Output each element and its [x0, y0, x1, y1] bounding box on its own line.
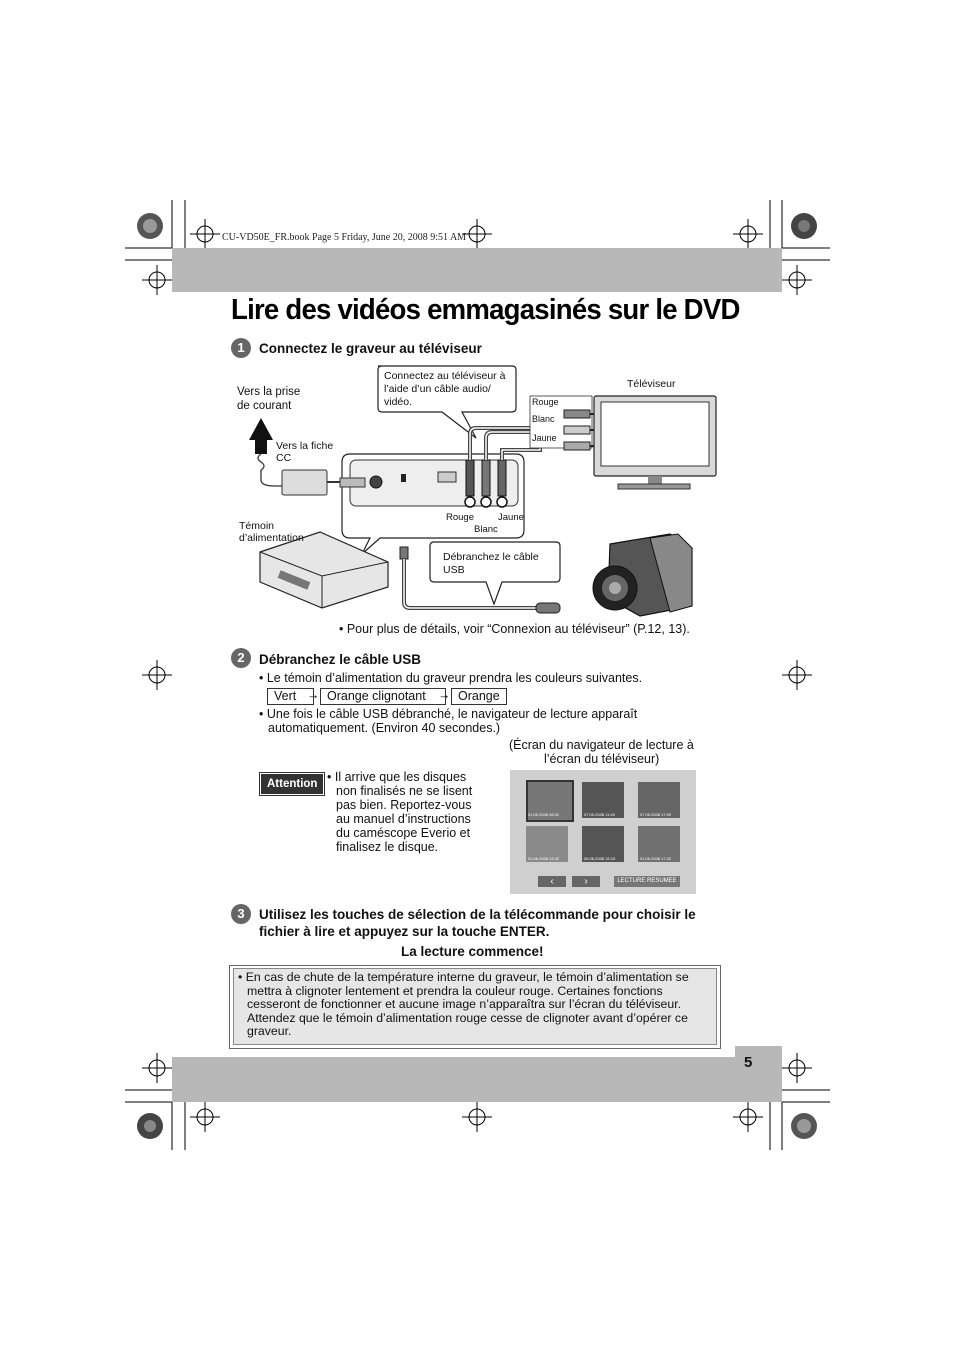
screen-caption-2: l’écran du téléviseur) [544, 752, 660, 766]
caution-line-4: Attendez que le témoin d’alimentation rouge cesse de clignoter avant d’opérer ce [247, 1011, 688, 1025]
port-label-rouge: Rouge [446, 512, 474, 523]
camcorder-icon [593, 534, 692, 616]
label-led-2: d’alimentation [239, 532, 304, 544]
screen-caption-1: (Écran du navigateur de lecture à [509, 738, 694, 752]
attention-line-6: finalisez le disque. [336, 840, 439, 854]
cable-label-rouge: Rouge [532, 397, 559, 407]
caution-line-5: graveur. [247, 1024, 292, 1038]
usb-callout-text-2: USB [443, 564, 465, 576]
attention-line-2: non finalisés ne se lisent [336, 784, 473, 798]
step-3-heading-line-2: fichier à lire et appuyez sur la touche ENTER. [259, 924, 550, 939]
cable-label-jaune: Jaune [532, 433, 557, 443]
cable-label-blanc: Blanc [532, 414, 555, 424]
label-dc-2: CC [276, 452, 292, 464]
caution-line-2: mettra à clignoter lentement et prendra la couleur rouge. Certaines fonctions [247, 984, 663, 998]
color-tag-orange: Orange [451, 688, 507, 705]
dc-plug-icon [340, 478, 365, 487]
arrow-2: → [438, 688, 451, 702]
av-port-yellow [497, 497, 507, 507]
step-2-heading: Débranchez le câble USB [259, 652, 422, 667]
label-power-outlet-1: Vers la prise [237, 386, 301, 398]
step-1-note: • Pour plus de détails, voir “Connexion au téléviseur” (P.12, 13). [339, 622, 690, 636]
attention-line-5: du caméscope Everio et [336, 826, 471, 840]
attention-label: Attention [261, 774, 323, 794]
caution-line-3: cesseront de fonctionner et aucune image n’apparaîtra sur l’écran du téléviseur. [247, 997, 682, 1011]
step-1-heading: Connectez le graveur au téléviseur [259, 341, 482, 356]
step-2-bullet-2-line-1: • Une fois le câble USB débranché, le navigateur de lecture apparaît [259, 707, 638, 721]
book-header-line: CU-VD50E_FR.book Page 5 Friday, June 20, 2008 9:51 AM [222, 232, 467, 243]
av-port-red [465, 497, 475, 507]
port-label-jaune: Jaune [498, 512, 524, 523]
step-2-number: 2 [231, 648, 251, 668]
thumb-date-3: 07.05.2008 17:09 [640, 812, 672, 817]
thumb-date-5: 06.06.2008 15:15 [584, 856, 616, 861]
thumb-date-2: 07.05.2008 11:45 [584, 812, 615, 817]
thumb-date-6: 01.06.2008 17:22 [640, 856, 672, 861]
av-port-white [481, 497, 491, 507]
power-arrow-icon [249, 418, 273, 454]
attention-line-3: pas bien. Reportez-vous [336, 798, 472, 812]
dc-port-icon [370, 476, 382, 488]
thumb-date-4: 01.06.2008 13:42 [528, 856, 560, 861]
arrow-1: → [307, 688, 320, 702]
tv-callout-text: Connectez au téléviseur à l’aide d’un câble audio/ vidéo. [384, 370, 506, 408]
attention-line-1: • Il arrive que les disques [327, 770, 467, 784]
usb-callout-text-1: Débranchez le câble [443, 551, 539, 563]
port-label-blanc: Blanc [474, 524, 498, 535]
hdmi-port-icon [438, 472, 456, 482]
color-tag-vert: Vert [267, 688, 314, 705]
page-title: Lire des vidéos emmagasinés sur le DVD [231, 294, 740, 326]
page-number-tab [735, 1046, 782, 1076]
thumb-date-1: 01.05.2008 08:31 [528, 812, 560, 817]
caution-line-1: • En cas de chute de la température interne du graveur, le témoin d’alimentation se [238, 970, 689, 984]
label-tv: Téléviseur [627, 378, 676, 390]
step-3-heading-line-1: Utilisez les touches de sélection de la télécommande pour choisir le [259, 907, 696, 922]
resume-playback-button[interactable]: LECTURE RESUMEE [614, 876, 680, 887]
attention-line-4: au manuel d’instructions [336, 812, 471, 826]
usb-port-icon [401, 474, 406, 482]
ac-adapter-icon [282, 470, 327, 495]
chevron-right-icon: › [584, 876, 588, 887]
next-page-button[interactable] [572, 876, 600, 887]
step-2-bullet-1: • Le témoin d’alimentation du graveur prendra les couleurs suivantes. [259, 671, 643, 685]
step-3-result: La lecture commence! [401, 944, 544, 959]
chevron-left-icon: ‹ [550, 876, 554, 887]
playback-navigator-screen [510, 770, 696, 894]
label-led-1: Témoin [239, 520, 275, 532]
step-3-number: 3 [231, 904, 251, 924]
color-tag-orange-clignotant: Orange clignotant [320, 688, 446, 705]
step-2-bullet-2-line-2: automatiquement. (Environ 40 secondes.) [268, 721, 501, 735]
step-1-number: 1 [231, 338, 251, 358]
label-dc-1: Vers la fiche [276, 440, 334, 452]
page-number: 5 [744, 1054, 753, 1071]
prev-page-button[interactable] [538, 876, 566, 887]
label-power-outlet-2: de courant [237, 400, 292, 412]
